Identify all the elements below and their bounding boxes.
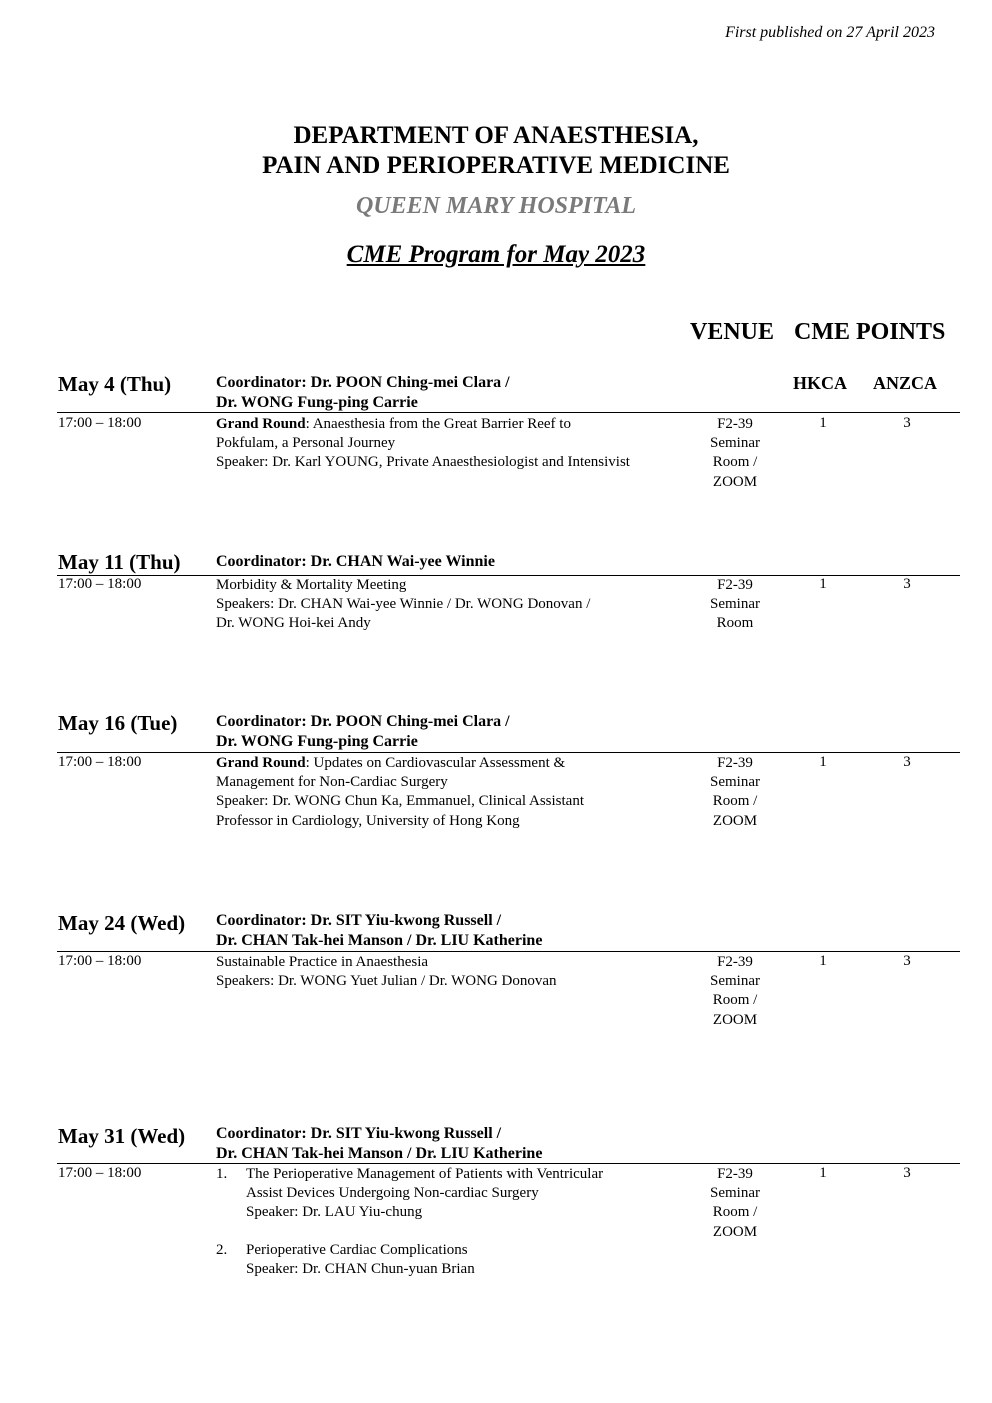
session-venue: F2-39 Seminar Room / ZOOM <box>710 416 760 490</box>
session-time: 17:00 – 18:00 <box>58 1165 142 1181</box>
session-venue: F2-39 Seminar Room / ZOOM <box>710 755 760 829</box>
session-time: 17:00 – 18:00 <box>58 576 142 592</box>
hkca-points: 1 <box>819 415 827 431</box>
divider <box>57 412 960 413</box>
session-description: Morbidity & Mortality Meeting Speakers: Dr. CHAN Wai-yee Winnie / Dr. WONG Donovan / Dr. WONG Hoi-kei Andy <box>216 577 591 632</box>
divider <box>57 951 960 952</box>
session-coordinator: Coordinator: Dr. POON Ching-mei Clara / Dr. WONG Fung-ping Carrie <box>216 374 510 411</box>
session-time: 17:00 – 18:00 <box>58 754 142 770</box>
session-date: May 4 (Thu) <box>58 372 172 396</box>
hkca-points: 1 <box>819 754 827 770</box>
anzca-points: 3 <box>903 953 911 969</box>
anzca-points: 3 <box>903 576 911 592</box>
session-coordinator: Coordinator: Dr. SIT Yiu-kwong Russell / Dr. CHAN Tak-hei Manson / Dr. LIU Katherine <box>216 912 543 949</box>
anzca-points: 3 <box>903 1165 911 1181</box>
venue-column-header: VENUE <box>690 319 775 345</box>
session-description: Grand Round: Anaesthesia from the Great Barrier Reef to Pokfulam, a Personal Journey Speaker: Dr. Karl YOUNG, Private Anaesthesiologist and Intensivist <box>216 416 630 471</box>
session-date: May 16 (Tue) <box>58 711 178 735</box>
hospital-name: QUEEN MARY HOSPITAL <box>355 193 637 219</box>
list-item: 2. Perioperative Cardiac Complications Speaker: Dr. CHAN Chun-yuan Brian <box>216 1241 475 1277</box>
session-time: 17:00 – 18:00 <box>58 415 142 431</box>
divider <box>57 1163 960 1164</box>
divider <box>57 752 960 753</box>
publish-date: First published on 27 April 2023 <box>725 24 935 41</box>
department-title-line2: PAIN AND PERIOPERATIVE MEDICINE <box>262 152 730 179</box>
session-time: 17:00 – 18:00 <box>58 953 142 969</box>
session-description <box>216 1165 696 1279</box>
session-description: Grand Round: Updates on Cardiovascular Assessment & Management for Non-Cardiac Surgery Speaker: Dr. WONG Chun Ka, Emmanuel, Clinical Assistant Professor in Cardiology, University of Hong Kong <box>216 755 585 829</box>
session-coordinator: Coordinator: Dr. CHAN Wai-yee Winnie <box>216 553 495 570</box>
session-date: May 24 (Wed) <box>58 911 186 935</box>
hkca-points: 1 <box>819 1165 827 1181</box>
hkca-points: 1 <box>819 576 827 592</box>
session-date: May 11 (Thu) <box>58 550 181 574</box>
session-venue: F2-39 Seminar Room / ZOOM <box>710 1166 760 1240</box>
session-date: May 31 (Wed) <box>58 1124 186 1148</box>
session-coordinator: Coordinator: Dr. POON Ching-mei Clara / Dr. WONG Fung-ping Carrie <box>216 713 510 750</box>
program-title: CME Program for May 2023 <box>346 241 646 268</box>
session-description: Sustainable Practice in Anaesthesia Speakers: Dr. WONG Yuet Julian / Dr. WONG Donovan <box>216 954 557 990</box>
session-venue: F2-39 Seminar Room / ZOOM <box>710 954 760 1028</box>
hkca-points: 1 <box>819 953 827 969</box>
department-title-line1: DEPARTMENT OF ANAESTHESIA, <box>293 122 699 149</box>
list-item: 1. The Perioperative Management of Patients with Ventricular Assist Devices Undergoing Non-cardiac Surgery Speaker: Dr. LAU Yiu-chung <box>216 1166 604 1221</box>
session-venue: F2-39 Seminar Room <box>710 577 760 632</box>
anzca-header: ANZCA <box>873 373 938 393</box>
anzca-points: 3 <box>903 415 911 431</box>
session-coordinator: Coordinator: Dr. SIT Yiu-kwong Russell / Dr. CHAN Tak-hei Manson / Dr. LIU Katherine <box>216 1125 543 1162</box>
anzca-points: 3 <box>903 754 911 770</box>
cme-points-column-header: CME POINTS <box>794 319 946 345</box>
hkca-header: HKCA <box>793 373 847 393</box>
